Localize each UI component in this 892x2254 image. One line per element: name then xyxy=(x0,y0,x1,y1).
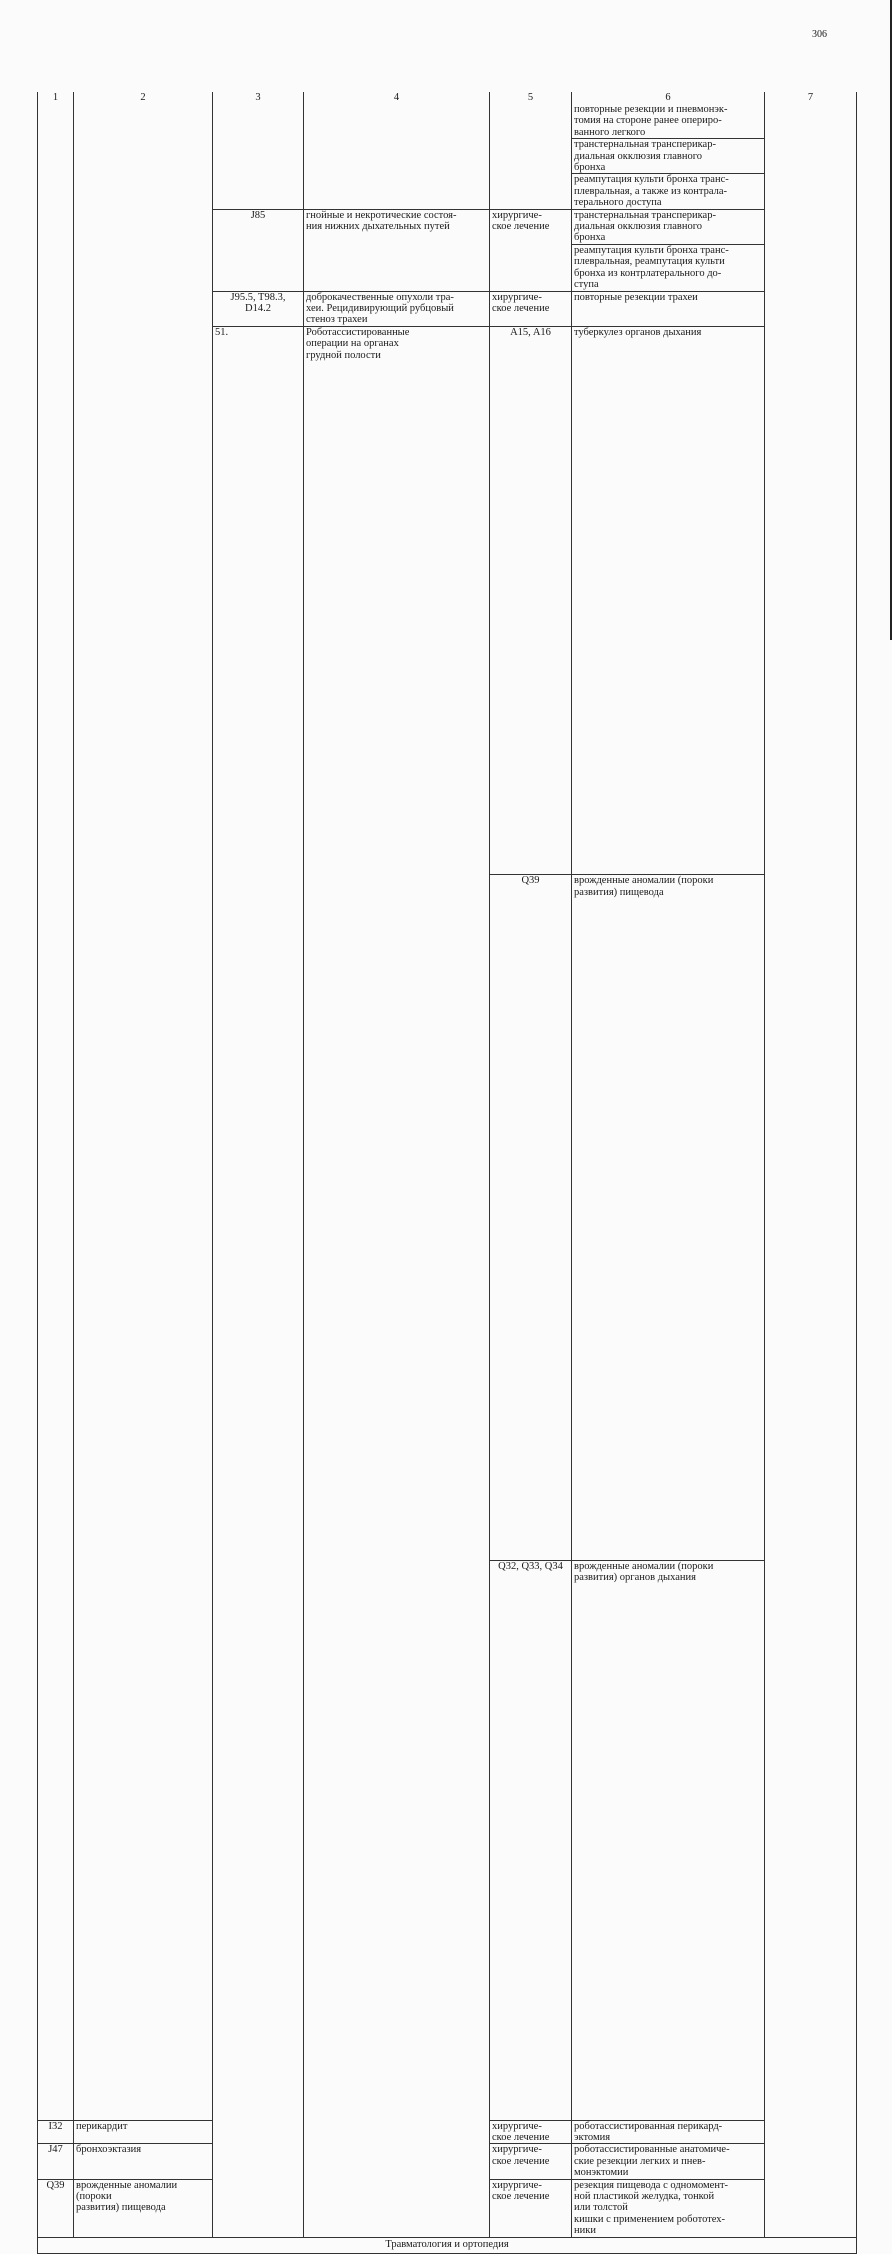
cell-code: I32 xyxy=(48,2120,63,2132)
cell-disease xyxy=(304,104,490,209)
cell-treatment: хирургиче- ское лечение xyxy=(492,291,550,314)
page-number: 306 xyxy=(812,29,827,40)
cell-disease: гнойные и некротические состоя- ния нижних дыхательных путей xyxy=(306,209,457,233)
section-title: Травматология и ортопедия xyxy=(38,2237,857,2253)
cell-method: роботассистированная перикард- эктомия xyxy=(574,2120,723,2143)
cell-code xyxy=(213,104,304,209)
header-row xyxy=(38,92,857,104)
header-col-2: 2 xyxy=(74,92,213,104)
cell-method: повторные резекции трахеи xyxy=(574,291,698,303)
cell-code: J85 xyxy=(250,209,266,221)
cell-disease: туберкулез органов дыхания xyxy=(574,326,702,338)
cell-method: транстернальная трансперикар- диальная окклюзия главного бронха xyxy=(574,209,716,244)
cell-treatment: хирургиче- ское лечение xyxy=(492,2179,550,2202)
cell-treatment xyxy=(490,104,572,209)
cell-treatment: хирургиче- ское лечение xyxy=(492,2144,550,2167)
cell-group-name xyxy=(74,104,213,2120)
header-col-6: 6 xyxy=(572,92,765,104)
cell-disease: перикардит xyxy=(76,2120,128,2132)
cell-method: резекция пищевода с одномомент- ной пластикой желудка, тонкой или толстой кишки с применением робототех- ники xyxy=(574,2179,729,2237)
cell-disease: бронхоэктазия xyxy=(76,2144,142,2156)
cell-code: Q39 xyxy=(46,2179,65,2191)
cell-number: 51. xyxy=(213,326,304,2237)
cell-method: транстернальная трансперикар- диальная окклюзия главного бронха xyxy=(574,139,716,174)
cell-number xyxy=(38,104,74,2120)
cell-disease: врожденные аномалии (пороки развития) пищевода xyxy=(574,875,714,898)
cell-cost xyxy=(765,104,857,2120)
cell-method: реампутация культи бронха транс- плевральная, а также из контрала- терального доступа xyxy=(574,174,729,209)
cell-method: повторные резекции и пневмонэк- томия на стороне ранее опериро- ванного легкого xyxy=(574,104,728,138)
table-row xyxy=(38,104,857,139)
cell-code: A15, A16 xyxy=(510,326,551,338)
cell-treatment: хирургиче- ское лечение xyxy=(492,2120,550,2143)
header-col-4: 4 xyxy=(304,92,490,104)
header-col-5: 5 xyxy=(490,92,572,104)
header-col-7: 7 xyxy=(765,92,857,104)
section-row xyxy=(38,2237,857,2253)
header-col-1: 1 xyxy=(38,92,74,104)
cell-method: роботассистированные анатомиче- ские резекции легких и пнев- монэктомии xyxy=(574,2144,730,2179)
cell-code: J47 xyxy=(48,2144,63,2156)
cell-group-name: Роботассистированные операции на органах грудной полости xyxy=(306,326,410,361)
cell-method: реампутация культи бронха транс- плевральная, реампутация культи бронха из контрлатерального до- ступа xyxy=(574,244,729,291)
cell-disease: доброкачественные опухоли тра- хеи. Рецидивирующий рубцовый стеноз трахеи xyxy=(306,291,454,326)
cell-code: J95.5, T98.3, D14.2 xyxy=(230,291,286,314)
medical-care-table xyxy=(37,92,857,2254)
header-col-3: 3 xyxy=(213,92,304,104)
cell-code: Q32, Q33, Q34 xyxy=(498,1560,563,1572)
cell-code: Q39 xyxy=(521,875,540,887)
cell-disease: врожденные аномалии (пороки развития) органов дыхания xyxy=(574,1560,714,1583)
cell-treatment: хирургиче- ское лечение xyxy=(492,209,550,233)
cell-disease: врожденные аномалии (пороки развития) пищевода xyxy=(76,2179,178,2214)
